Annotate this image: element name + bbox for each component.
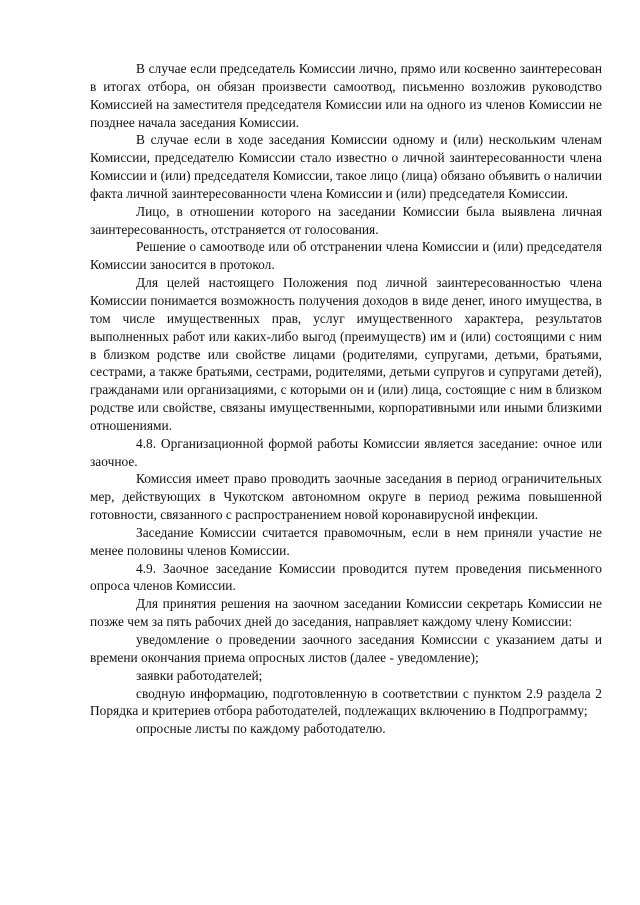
list-item-employer-applications: заявки работодателей;	[136, 667, 263, 683]
document-page	[90, 60, 602, 738]
list-item-questionnaires: опросные листы по каждому работодателю.	[136, 721, 386, 737]
list-item-notification: уведомление о проведении заочного заседания Комиссии с указанием даты и времени окончания приема опросных листов (далее - уведомление);	[90, 632, 602, 665]
paragraph-personal-interest-disclosure: В случае если в ходе заседания Комиссии одному и (или) нескольким членам Комиссии, председателю Комиссии стало известно о личной заинтересованности члена Комиссии и (или) председателя Комиссии, такое лицо (лица) обязано объявить о наличии факта личной заинтересованности члена Комиссии и (или) председателя Комиссии.	[90, 132, 602, 201]
paragraph-chairman-recusal: В случае если председатель Комиссии лично, прямо или косвенно заинтересован в итогах отбора, он обязан произвести самоотвод, письменно возложив руководство Комиссией на заместителя председателя Комиссии или на одного из членов Комиссии не позднее начала заседания Комиссии.	[90, 61, 602, 130]
paragraph-voting-removal: Лицо, в отношении которого на заседании Комиссии была выявлена личная заинтересованность, отстраняется от голосования.	[90, 203, 602, 237]
list-item-summary-information: сводную информацию, подготовленную в соответствии с пунктом 2.9 раздела 2 Порядка и критериев отбора работодателей, подлежащих включению в Подпрограмму;	[90, 685, 602, 719]
paragraph-quorum: Заседание Комиссии считается правомочным, если в нем приняли участие не менее половины членов Комиссии.	[90, 524, 602, 558]
paragraph-secretary-sends: Для принятия решения на заочном заседании Комиссии секретарь Комиссии не позже чем за пять рабочих дней до заседания, направляет каждому члену Комиссии:	[90, 596, 602, 630]
paragraph-4-8-meeting-form: 4.8. Организационной формой работы Комиссии является заседание: очное или заочное.	[90, 435, 602, 469]
paragraph-remote-meetings-right: Комиссия имеет право проводить заочные заседания в период ограничительных мер, действующих в Чукотском автономном округе в период режима повышенной готовности, связанного с распространением новой коронавирусной инфекции.	[90, 471, 602, 523]
paragraph-4-9-remote-meeting: 4.9. Заочное заседание Комиссии проводится путем проведения письменного опроса членов Комиссии.	[90, 560, 602, 594]
paragraph-protocol-entry: Решение о самоотводе или об отстранении члена Комиссии и (или) председателя Комиссии заносится в протокол.	[90, 239, 602, 273]
paragraph-personal-interest-definition: Для целей настоящего Положения под личной заинтересованностью члена Комиссии понимается возможность получения доходов в виде денег, иного имущества, в том числе имущественных прав, услуг имущественного характера, результатов выполненных работ или каких-либо выгод (преимуществ) им и (или) состоящими с ним в близком родстве или свойстве лицами (родителями, супругами, детьми, братьями, сестрами, а также братьями, сестрами, родителями, детьми супругов и супругами детей), гражданами или организациями, с которыми он и (или) лица, состоящие с ним в близком родстве или свойстве, связаны имущественными, корпоративными или иными близкими отношениями.	[90, 275, 602, 433]
